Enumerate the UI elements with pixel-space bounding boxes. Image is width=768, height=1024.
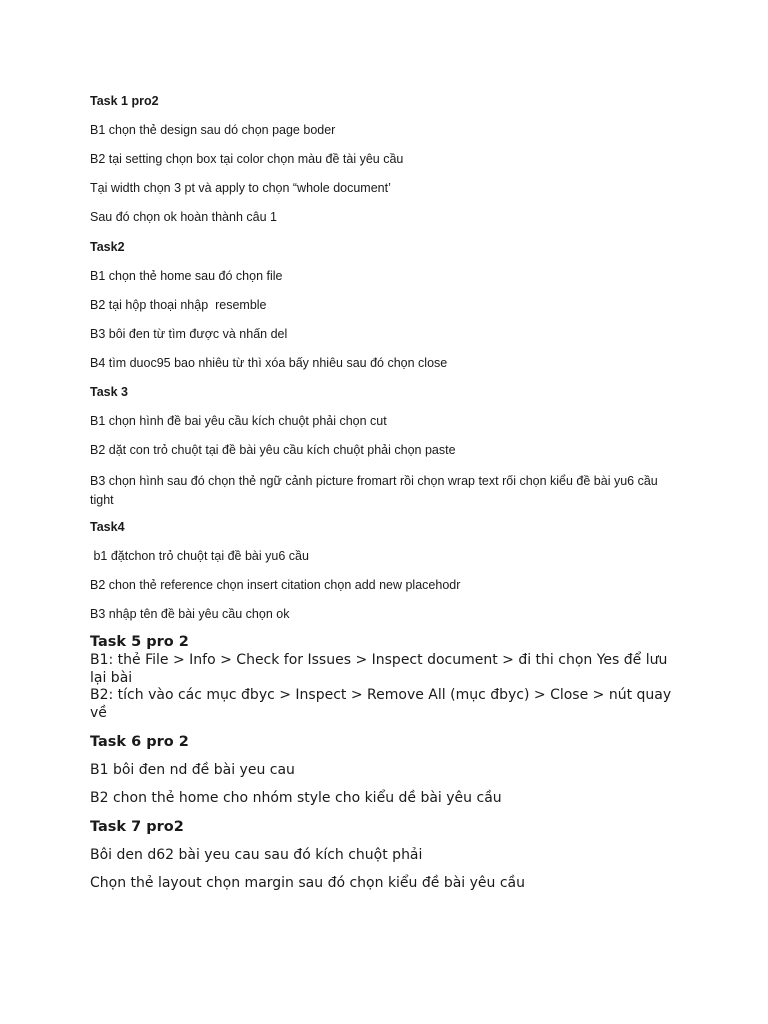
task3-step1: B1 chọn hình đề bai yêu cầu kích chuột phải chọn cut [90,414,387,428]
task5-step2: B2: tích vào các mục đbyc > Inspect > Remove All (mục đbyc) > Close > nút quay về [90,687,672,721]
task6-step2: B2 chon thẻ home cho nhóm style cho kiểu dề bài yêu cầu [90,790,502,806]
task4-heading: Task4 [90,520,125,534]
task3-step3: B3 chọn hình sau đó chọn thẻ ngữ cảnh picture fromart rồi chọn wrap text rối chọn kiểu đề bài yu6 cầu tight [90,474,658,507]
task2-step1: B1 chọn thẻ home sau đó chọn file [90,269,283,283]
task3-step2: B2 dặt con trỏ chuột tại đề bài yêu cầu kích chuột phải chọn paste [90,443,456,457]
task7-step2: Chọn thẻ layout chọn margin sau đó chọn kiểu đề bài yêu cầu [90,875,525,891]
task7-step1: Bôi den d62 bài yeu cau sau đó kích chuột phải [90,847,423,863]
task4-step3: B3 nhập tên đề bài yêu cầu chọn ok [90,607,290,621]
task5-heading: Task 5 pro 2 [90,634,189,650]
task4-step1: b1 đặtchon trỏ chuột tại đề bài yu6 cầu [90,549,309,563]
task2-step4: B4 tìm duoc95 bao nhiêu từ thì xóa bấy nhiêu sau đó chọn close [90,356,448,370]
task1-heading: Task 1 pro2 [90,94,159,108]
task2-step3: B3 bôi đen từ tìm được và nhấn del [90,327,288,341]
task6-step1: B1 bôi đen nd đề bài yeu cau [90,762,295,778]
task5-step1: B1: thẻ File > Info > Check for Issues > Inspect document > đi thi chọn Yes để lưu lại bài [90,652,668,686]
task7-heading: Task 7 pro2 [90,819,184,835]
task2-heading: Task2 [90,240,125,254]
task6-heading: Task 6 pro 2 [90,734,189,750]
task1-step1: B1 chọn thẻ design sau dó chọn page boder [90,123,336,137]
task1-step3: Tại width chọn 3 pt và apply to chọn “whole document’ [90,181,391,195]
task1-step2: B2 tại setting chọn box tại color chọn màu đề tài yêu cầu [90,152,404,166]
task1-step4: Sau đó chọn ok hoàn thành câu 1 [90,210,277,224]
task3-heading: Task 3 [90,385,128,399]
task2-step2: B2 tại hộp thoại nhập resemble [90,298,267,312]
task4-step2: B2 chon thẻ reference chọn insert citation chọn add new placehodr [90,578,461,592]
